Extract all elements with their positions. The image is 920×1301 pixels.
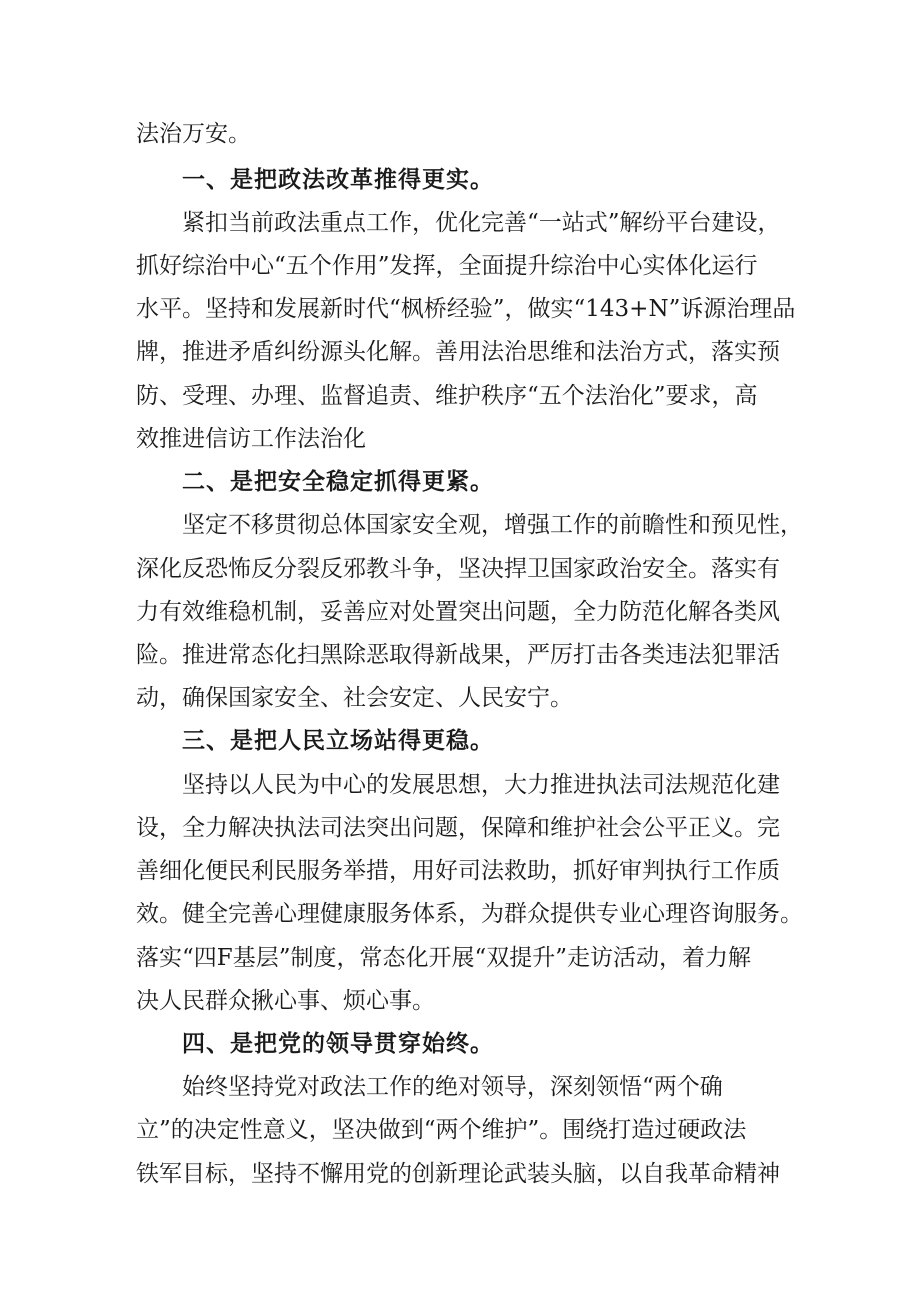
- body-text-line: 决人民群众揪心事、烦心事。: [136, 988, 435, 1014]
- body-text-line: 坚定不移贯彻总体国家安全观，增强工作的前瞻性和预见性，: [182, 512, 803, 538]
- body-text-line: 防、受理、办理、监督追责、维护秩序“五个法治化”要求，高: [136, 383, 758, 409]
- body-text-line: 深化反恐怖反分裂反邪教斗争，坚决捍卫国家政治安全。落实有: [136, 556, 780, 582]
- body-text-line: 落实“四F基层”制度，常态化开展“双提升”走访活动，着力解: [136, 945, 751, 971]
- section-heading-3: 三、是把人民立场站得更稳。: [182, 728, 494, 754]
- section-heading-4: 四、是把党的领导贯穿始终。: [182, 1031, 494, 1057]
- body-text-line: 设，全力解决执法司法突出问题，保障和维护社会公平正义。完: [136, 815, 780, 841]
- body-text-line: 力有效维稳机制，妥善应对处置突出问题，全力防范化解各类风: [136, 599, 780, 625]
- body-text-line: 效。健全完善心理健康服务体系，为群众提供专业心理咨询服务。: [136, 901, 803, 927]
- section-heading-1: 一、是把政法改革推得更实。: [182, 167, 494, 193]
- section-heading-2: 二、是把安全稳定抓得更紧。: [182, 469, 494, 495]
- body-text-line: 水平。坚持和发展新时代“枫桥经验”，做实“143+N”诉源治理品: [136, 296, 796, 322]
- body-text-line: 抓好综治中心“五个作用”发挥，全面提升综治中心实体化运行: [136, 253, 758, 279]
- body-text-line: 铁军目标，坚持不懈用党的创新理论武装头脑，以自我革命精神: [136, 1161, 780, 1187]
- body-text-line: 坚持以人民为中心的发展思想，大力推进执法司法规范化建: [182, 772, 780, 798]
- body-text-line: 法治万安。: [136, 121, 251, 147]
- body-text-line: 险。推进常态化扫黑除恶取得新战果，严厉打击各类违法犯罪活: [136, 642, 780, 668]
- body-text-line: 牌，推进矛盾纠纷源头化解。善用法治思维和法治方式，落实预: [136, 339, 780, 365]
- body-text-line: 始终坚持党对政法工作的绝对领导，深刻领悟“两个确: [182, 1074, 723, 1100]
- body-text-line: 效推进信访工作法治化: [136, 426, 366, 452]
- body-text-line: 立”的决定性意义，坚决做到“两个维护”。围绕打造过硬政法: [136, 1117, 747, 1143]
- body-text-line: 动，确保国家安全、社会安定、人民安宁。: [136, 685, 573, 711]
- body-text-line: 紧扣当前政法重点工作，优化完善“一站式”解纷平台建设，: [182, 210, 781, 236]
- body-text-line: 善细化便民利民服务举措，用好司法救助，抓好审判执行工作质: [136, 858, 780, 884]
